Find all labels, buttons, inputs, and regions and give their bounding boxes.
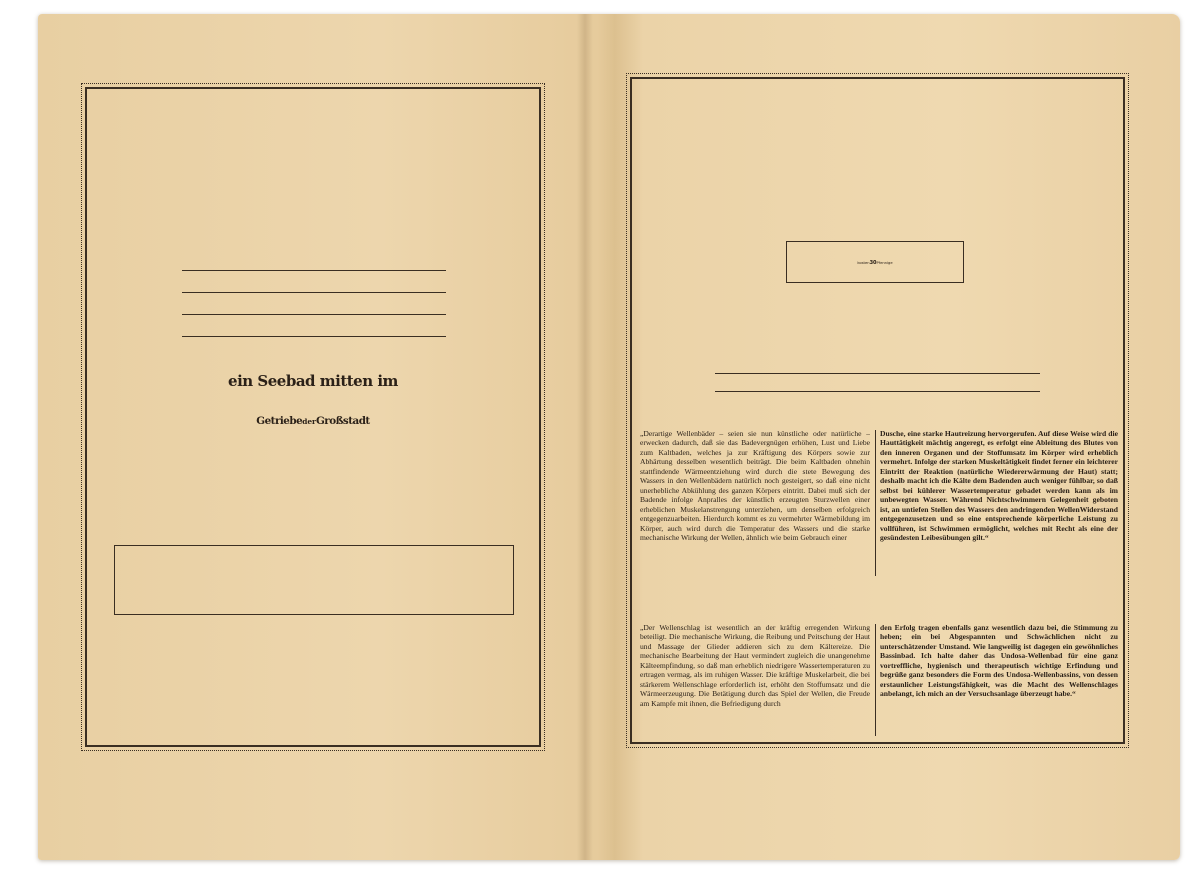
zuschauerkarten-price xyxy=(787,260,963,266)
center-fold xyxy=(577,14,593,860)
left-advertisement-panel xyxy=(85,87,541,747)
rule-3 xyxy=(182,314,446,315)
rule-5 xyxy=(715,373,1040,374)
zuschauerkarten-box xyxy=(786,241,964,283)
rule-6 xyxy=(715,391,1040,392)
tribuenen-box xyxy=(114,545,514,615)
price-kosten: kosten xyxy=(857,261,870,265)
rule-1 xyxy=(182,270,446,271)
column-divider-1 xyxy=(875,430,876,576)
rieder-column-2: Dusche, eine starke Hautreizung hervorgerufen. Auf diese Weise wird die Hauttätigkeit mächtig angeregt, es erfolgt eine Ableitung des Blutes von den inneren Organen und der Stoffumsatz im Körper wird erheblich vermehrt. Infolge der starken Muskeltätigkeit findet ferner ein leichterer Eintritt der Reaktion (natürliche Wiedererwärmung der Haut) statt; deshalb macht ich die Kälte dem Badenden auch weniger fühlbar, so daß selbst bei kühlerer Wassertemperatur gebadet werden kann als im unbewegten Wasser. Während Nichtschwimmern Gelegenheit geboten ist, an untiefen Stellen des Wassers den andringenden WellenWiderstand entgegenzusetzen und so eine entsprechende körperliche Leistung zu vollführen, ist Schwimmen ermöglicht, welches mit Recht als eine der gesündesten Leibesübungen gilt.“ xyxy=(880,429,1118,542)
headline-seebad: ein Seebad mitten im xyxy=(228,372,398,390)
rule-4 xyxy=(182,336,446,337)
rieder-column-1: „Derartige Wellenbäder – seien sie nun künstliche oder natürliche – erwecken dadurch, daß sie das Badevergnügen erhöhen, Lust und Liebe zum Kaltbaden, welches ja zur Kräftigung des Körpers sowie zur Abhärtung desselben wesentlich beiträgt. Die beim Kaltbaden ohnehin stattfindende Wärmeentziehung wird durch die stete Bewegung des Wassers in den Wellenbädern natürlich noch gesteigert, so daß eine nicht unerhebliche Abkühlung des ganzen Körpers eintritt. Dabei muß sich der Badende infolge Anpralles der künstlich erzeugten Sturzwellen einer erheblichen Muskelanstrengung unterziehen, um denselben erfolgreich entgegenzuarbeiten. Hierdurch kommt es zu vermehrter Wärmebildung im Körper, auch wird durch die Temperatur des Wassers und die starke mechanische Wirkung der Wellen, ähnlich wie beim Gebrauch einer xyxy=(640,429,870,542)
headline-word-grossstadt: Großstadt xyxy=(315,415,370,427)
headline-grossstadt xyxy=(87,415,539,427)
headline-word-getriebe: Getriebe xyxy=(256,415,303,427)
gruber-column-1: „Der Wellenschlag ist wesentlich an der kräftig erregenden Wirkung beteiligt. Die mechanische Wirkung, die Reibung und Peitschung der Haut und Massage der Glieder addieren sich zu dem Kältereize. Die mechanische Bearbeitung der Haut vermindert zugleich die unangenehme Kälteempfindung, so daß man erheblich niedrigere Wassertemperaturen zu ertragen vermag, als im ruhigen Wasser. Die kräftige Muskelarbeit, die bei stärkerem Wellenschlage erforderlich ist, erhöht den Stoffumsatz und die Wärmeerzeugung. Die Betätigung durch das Spiel der Wellen, die Freude am Kampfe mit ihnen, die Befriedigung durch xyxy=(640,623,870,708)
price-value: 30 xyxy=(869,260,877,266)
right-advertisement-panel xyxy=(630,77,1125,744)
gruber-column-2: den Erfolg tragen ebenfalls ganz wesentlich dazu bei, die Stimmung zu heben; ein bei Abgespannten und Schwächlichen nicht zu unterschätzender Umstand. Wie langweilig ist dagegen ein gewöhnliches Bassinbad. Ich halte daher das Undosa-Wellenbad für eine ganz vortreffliche, hygienisch und therapeutisch wichtige Erfindung und begrüße ganz besonders die Form des Undosa-Wellenbassins, von dessen erstaunlicher Leistungsfähigkeit, was die Macht des Wellenschlages anbelangt, ich mich an der Versuchsanlage überzeugt habe.“ xyxy=(880,623,1118,699)
price-unit: Pfennige xyxy=(876,261,893,265)
headline-word-der: der xyxy=(302,417,316,426)
column-divider-2 xyxy=(875,624,876,736)
rule-2 xyxy=(182,292,446,293)
